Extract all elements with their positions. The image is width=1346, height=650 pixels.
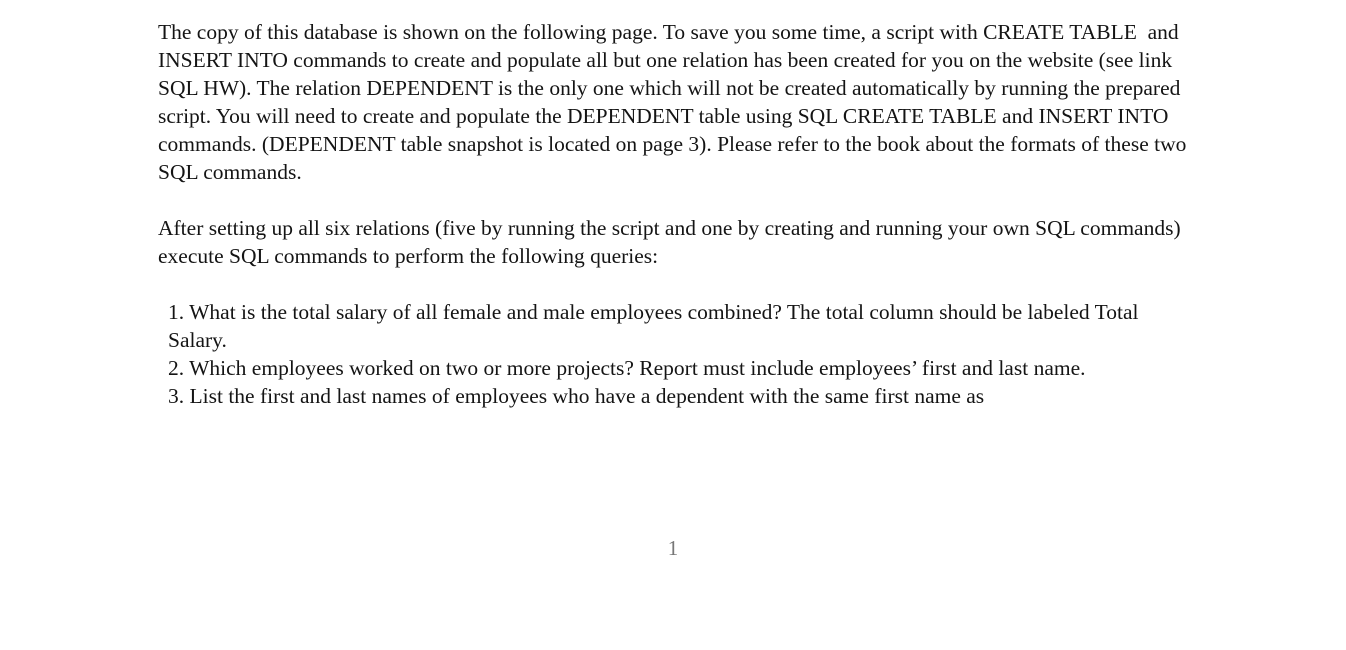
paragraph-spacer: [158, 186, 1188, 214]
query-text: Which employees worked on two or more projects? Report must include employees’ first and last name.: [189, 356, 1086, 380]
query-list: [158, 298, 1188, 410]
query-number: 3.: [168, 384, 185, 408]
query-text: What is the total salary of all female and male employees combined? The total column should be labeled Total Salary.: [168, 300, 1139, 352]
query-item-2: [158, 354, 1188, 382]
page-number: 1: [667, 536, 679, 560]
query-number: 2.: [168, 356, 185, 380]
query-number: 1.: [168, 300, 185, 324]
document-page: [158, 18, 1192, 410]
query-item-1: [158, 298, 1188, 354]
query-item-3: [158, 382, 1188, 410]
query-text: List the first and last names of employees who have a dependent with the same first name as: [189, 384, 985, 408]
setup-paragraph: After setting up all six relations (five by running the script and one by creating and running your own SQL commands) execute SQL commands to perform the following queries:: [158, 216, 1186, 268]
paragraph-spacer: [158, 270, 1188, 298]
intro-paragraph: The copy of this database is shown on the following page. To save you some time, a script with CREATE TABLE and INSERT INTO commands to create and populate all but one relation has been created for you on the website (see link SQL HW). The relation DEPENDENT is the only one which will not be created automatically by running the prepared script. You will need to create and populate the DEPENDENT table using SQL CREATE TABLE and INSERT INTO commands. (DEPENDENT table snapshot is located on page 3). Please refer to the book about the formats of these two SQL commands.: [158, 20, 1192, 184]
